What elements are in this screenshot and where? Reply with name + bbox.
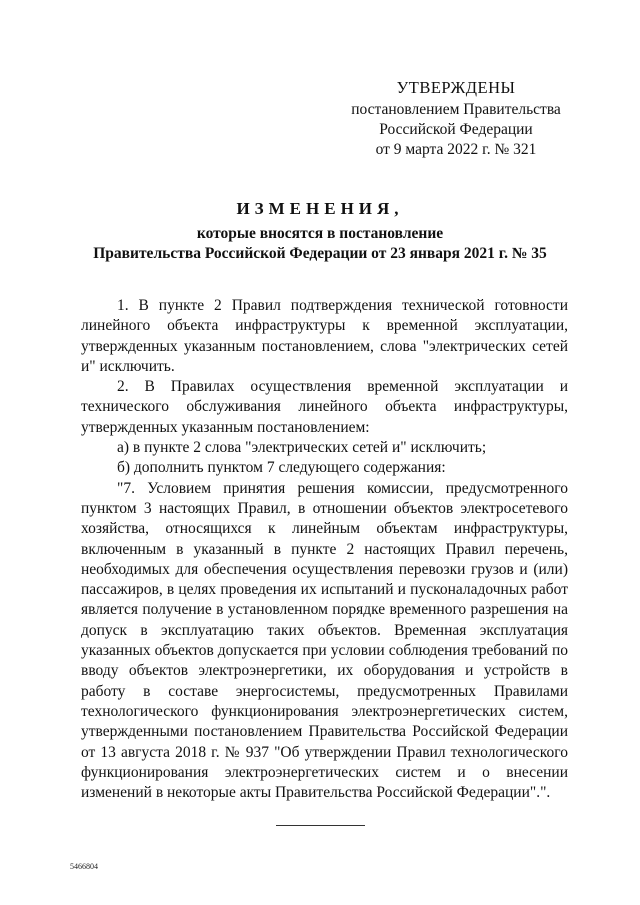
document-subheading bbox=[70, 224, 570, 264]
approval-line-decree: постановлением Правительства bbox=[351, 101, 561, 118]
subheading-line-2: Правительства Российской Федерации от 23 января 2021 г. № 35 bbox=[93, 245, 547, 262]
paragraph-subitem-b: б) дополнить пунктом 7 следующего содержания: bbox=[117, 459, 446, 477]
document-heading: ИЗМЕНЕНИЯ, bbox=[236, 199, 404, 218]
document-code: 5466804 bbox=[70, 862, 98, 871]
paragraph-item-2: 2. В Правилах осуществления временной эксплуатации и технического обслуживания линейного объекта инфраструктуры, утвержденных указанным постановлением: bbox=[81, 378, 568, 436]
approval-block bbox=[340, 78, 572, 160]
paragraph-subitem-a: а) в пункте 2 слова "электрических сетей и" исключить; bbox=[117, 439, 487, 457]
subheading-line-1: которые вносятся в постановление bbox=[196, 225, 444, 242]
approval-line-date-number: от 9 марта 2022 г. № 321 bbox=[375, 141, 537, 158]
approval-line-federation: Российской Федерации bbox=[379, 121, 533, 138]
approval-title: УТВЕРЖДЕНЫ bbox=[396, 78, 516, 97]
document-body bbox=[81, 296, 568, 803]
paragraph-item-1: 1. В пункте 2 Правил подтверждения технической готовности линейного объекта инфраструктуры к временной эксплуатации, утвержденных указанным постановлением, слова "электрических сетей и" исключить. bbox=[81, 297, 568, 375]
paragraph-new-point-7: "7. Условием принятия решения комиссии, предусмотренного пунктом 3 настоящих Правил, в отношении объектов электросетевого хозяйства, относящихся к линейным объектам инфраструктуры, включенным в указанный в пункте 2 настоящих Правил перечень, необходимых для обеспечения осуществления перевозки грузов и (или) пассажиров, в целях проведения их испытаний и пусконаладочных работ является получение в установленном порядке временного разрешения на допуск в эксплуатацию таких объектов. Временная эксплуатация указанных объектов допускается при условии соблюдения требований по вводу объектов электроэнергетики, их оборудования и устройств в работу в составе энергосистемы, предусмотренных Правилами технологического функционирования электроэнергетических систем, утвержденными постановлением Правительства Российской Федерации от 13 августа 2018 г. № 937 "Об утверждении Правил технологического функционирования электроэнергетических систем и о внесении изменений в некоторые акты Правительства Российской Федерации".". bbox=[81, 479, 568, 802]
end-divider bbox=[276, 825, 365, 826]
